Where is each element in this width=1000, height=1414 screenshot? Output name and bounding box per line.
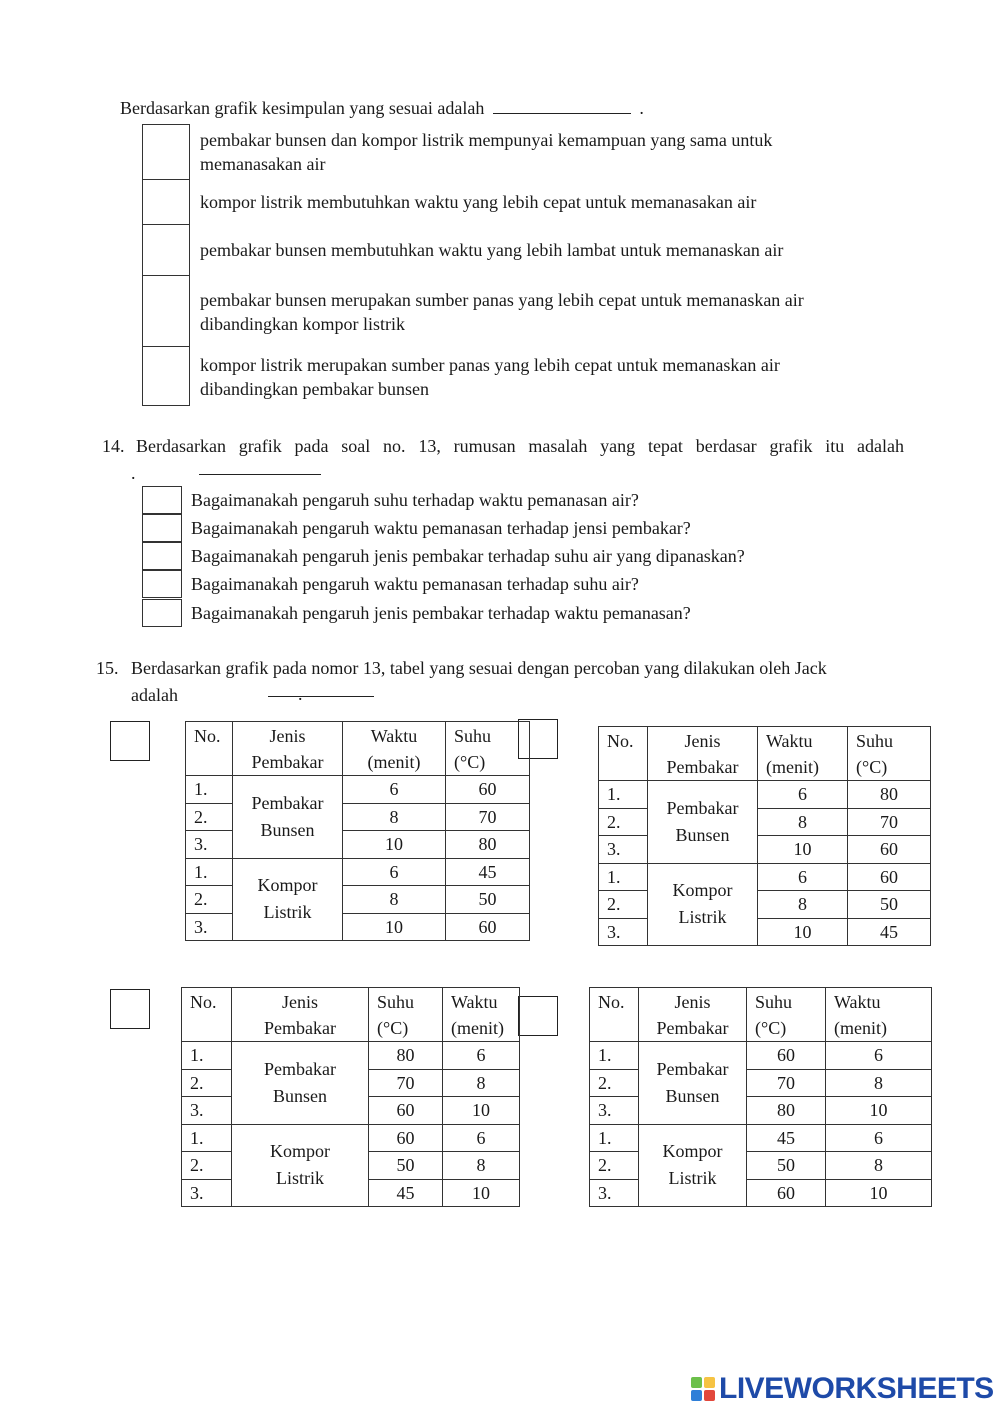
cell-group-bunsen: Pembakar Bunsen xyxy=(232,1042,369,1125)
cell-value-2: 8 xyxy=(443,1152,520,1180)
q13-option-3: pembakar bunsen membutuhkan waktu yang lebih lambat untuk memanaskan air xyxy=(200,240,784,260)
q15-table-b xyxy=(598,726,931,946)
cell-no: 2. xyxy=(590,1069,639,1097)
cell-value-1: 8 xyxy=(343,803,446,831)
q13-option-2-checkbox[interactable] xyxy=(142,179,190,225)
cell-no: 3. xyxy=(599,836,648,864)
cell-value-2: 80 xyxy=(848,781,931,809)
cell-no: 1. xyxy=(590,1042,639,1070)
cell-group-bunsen: Pembakar Bunsen xyxy=(648,781,758,864)
cell-no: 1. xyxy=(599,863,648,891)
q13-option-5 xyxy=(200,353,900,401)
header-suhu: Suhu (°C) xyxy=(747,988,826,1042)
table-row xyxy=(590,1124,932,1152)
q13-option-2: kompor listrik membutuhkan waktu yang lebih cepat untuk memanasakan air xyxy=(200,192,757,212)
q14-dot: . xyxy=(131,463,136,483)
cell-no: 3. xyxy=(590,1179,639,1207)
cell-value-2: 8 xyxy=(443,1069,520,1097)
cell-no: 3. xyxy=(590,1097,639,1125)
cell-value-1: 8 xyxy=(758,891,848,919)
header-waktu: Waktu (menit) xyxy=(343,722,446,776)
q14-number: 14. xyxy=(102,436,125,456)
cell-value-1: 80 xyxy=(747,1097,826,1125)
cell-value-2: 50 xyxy=(848,891,931,919)
cell-no: 1. xyxy=(182,1042,232,1070)
q14-option-1: Bagaimanakah pengaruh suhu terhadap waktu pemanasan air? xyxy=(191,490,639,510)
q13-option-3-checkbox[interactable] xyxy=(142,224,190,276)
cell-value-2: 10 xyxy=(443,1097,520,1125)
cell-value-1: 10 xyxy=(343,831,446,859)
cell-no: 3. xyxy=(182,1097,232,1125)
liveworksheets-logo xyxy=(691,1372,994,1406)
cell-no: 1. xyxy=(182,1124,232,1152)
cell-value-1: 50 xyxy=(369,1152,443,1180)
cell-no: 1. xyxy=(186,858,233,886)
cell-value-1: 6 xyxy=(343,776,446,804)
cell-no: 3. xyxy=(186,913,233,941)
q14-option-5: Bagaimanakah pengaruh jenis pembakar terhadap waktu pemanasan? xyxy=(191,603,691,623)
q13-option-5-line1: kompor listrik merupakan sumber panas yang lebih cepat untuk memanaskan air xyxy=(200,355,780,375)
table-row xyxy=(599,863,931,891)
cell-no: 2. xyxy=(186,886,233,914)
q14-option-4: Bagaimanakah pengaruh waktu pemanasan terhadap suhu air? xyxy=(191,574,639,594)
table-header-row xyxy=(599,727,931,781)
table-row xyxy=(590,1042,932,1070)
cell-no: 2. xyxy=(182,1152,232,1180)
cell-value-2: 60 xyxy=(446,913,530,941)
cell-group-kompor: Kompor Listrik xyxy=(648,863,758,946)
q13-prompt-end: . xyxy=(639,98,644,118)
q13-answer-blank[interactable] xyxy=(493,113,631,114)
cell-value-1: 60 xyxy=(747,1179,826,1207)
cell-no: 2. xyxy=(186,803,233,831)
header-waktu: Waktu (menit) xyxy=(826,988,932,1042)
q14-option-3: Bagaimanakah pengaruh jenis pembakar terhadap suhu air yang dipanaskan? xyxy=(191,546,745,566)
cell-no: 2. xyxy=(182,1069,232,1097)
table-row xyxy=(186,858,530,886)
q13-prompt-line xyxy=(120,97,644,119)
q15-option-d-checkbox[interactable] xyxy=(518,996,558,1036)
q14-option-5-checkbox[interactable] xyxy=(142,599,182,627)
cell-value-2: 60 xyxy=(848,863,931,891)
cell-value-2: 70 xyxy=(848,808,931,836)
q15-option-a-checkbox[interactable] xyxy=(110,721,150,761)
cell-value-1: 6 xyxy=(758,863,848,891)
cell-value-2: 6 xyxy=(443,1042,520,1070)
cell-value-1: 70 xyxy=(747,1069,826,1097)
cell-value-2: 6 xyxy=(826,1042,932,1070)
q13-option-4-line2: dibandingkan kompor listrik xyxy=(200,314,405,334)
cell-value-2: 6 xyxy=(443,1124,520,1152)
cell-value-2: 70 xyxy=(446,803,530,831)
header-no: No. xyxy=(590,988,639,1042)
q13-prompt: Berdasarkan grafik kesimpulan yang sesuai adalah xyxy=(120,98,485,118)
q13-option-4-checkbox[interactable] xyxy=(142,275,190,347)
table-header-row xyxy=(590,988,932,1042)
q13-option-1 xyxy=(200,128,900,176)
cell-value-2: 80 xyxy=(446,831,530,859)
q15-prompt: Berdasarkan grafik pada nomor 13, tabel yang sesuai dengan percoban yang dilakukan oleh Jack xyxy=(131,658,827,678)
header-jenis-pembakar: Jenis Pembakar xyxy=(233,722,343,776)
cell-value-1: 60 xyxy=(369,1124,443,1152)
table-row xyxy=(599,781,931,809)
header-suhu: Suhu (°C) xyxy=(446,722,530,776)
header-jenis-pembakar: Jenis Pembakar xyxy=(648,727,758,781)
q15-prompt-line2: adalah xyxy=(131,685,178,705)
cell-value-1: 10 xyxy=(343,913,446,941)
header-waktu: Waktu (menit) xyxy=(758,727,848,781)
q13-option-1-line1: pembakar bunsen dan kompor listrik mempunyai kemampuan yang sama untuk xyxy=(200,130,773,150)
cell-no: 3. xyxy=(186,831,233,859)
cell-value-1: 10 xyxy=(758,836,848,864)
cell-group-bunsen: Pembakar Bunsen xyxy=(233,776,343,859)
cell-value-1: 60 xyxy=(747,1042,826,1070)
table-row xyxy=(186,776,530,804)
cell-value-2: 8 xyxy=(826,1069,932,1097)
cell-group-bunsen: Pembakar Bunsen xyxy=(639,1042,747,1125)
cell-value-1: 60 xyxy=(369,1097,443,1125)
cell-group-kompor: Kompor Listrik xyxy=(639,1124,747,1207)
header-no: No. xyxy=(599,727,648,781)
q13-option-5-checkbox[interactable] xyxy=(142,346,190,406)
header-suhu: Suhu (°C) xyxy=(848,727,931,781)
cell-no: 1. xyxy=(590,1124,639,1152)
cell-no: 1. xyxy=(186,776,233,804)
cell-value-2: 50 xyxy=(446,886,530,914)
header-no: No. xyxy=(186,722,233,776)
cell-value-2: 60 xyxy=(446,776,530,804)
cell-no: 2. xyxy=(599,891,648,919)
cell-value-2: 6 xyxy=(826,1124,932,1152)
header-jenis-pembakar: Jenis Pembakar xyxy=(232,988,369,1042)
q14-option-2: Bagaimanakah pengaruh waktu pemanasan terhadap jensi pembakar? xyxy=(191,518,691,538)
header-suhu: Suhu (°C) xyxy=(369,988,443,1042)
q13-option-4 xyxy=(200,288,900,336)
q13-option-1-checkbox[interactable] xyxy=(142,124,190,180)
table-header-row xyxy=(182,988,520,1042)
q15-dot: . xyxy=(298,684,303,704)
q14-answer-blank[interactable] xyxy=(199,460,321,475)
cell-value-2: 10 xyxy=(826,1179,932,1207)
header-waktu: Waktu (menit) xyxy=(443,988,520,1042)
cell-value-2: 45 xyxy=(446,858,530,886)
q13-option-4-line1: pembakar bunsen merupakan sumber panas yang lebih cepat untuk memanaskan air xyxy=(200,290,804,310)
header-no: No. xyxy=(182,988,232,1042)
cell-value-1: 6 xyxy=(343,858,446,886)
cell-value-1: 8 xyxy=(343,886,446,914)
cell-value-2: 10 xyxy=(826,1097,932,1125)
cell-no: 3. xyxy=(182,1179,232,1207)
q14-option-1-checkbox[interactable] xyxy=(142,486,182,514)
cell-group-kompor: Kompor Listrik xyxy=(233,858,343,941)
table-row xyxy=(182,1042,520,1070)
cell-no: 1. xyxy=(599,781,648,809)
cell-value-1: 10 xyxy=(758,918,848,946)
q14-option-3-checkbox[interactable] xyxy=(142,542,182,570)
q13-option-5-line2: dibandingkan pembakar bunsen xyxy=(200,379,429,399)
table-header-row xyxy=(186,722,530,776)
cell-value-1: 80 xyxy=(369,1042,443,1070)
q14-option-4-checkbox[interactable] xyxy=(142,570,182,598)
cell-value-2: 8 xyxy=(826,1152,932,1180)
q15-option-c-checkbox[interactable] xyxy=(110,989,150,1029)
q14-prompt: Berdasarkan grafik pada soal no. 13, rumusan masalah yang tepat berdasar grafik itu adalah xyxy=(136,436,904,456)
cell-no: 2. xyxy=(599,808,648,836)
q15-number: 15. xyxy=(96,658,119,678)
q13-option-1-line2: memanasakan air xyxy=(200,154,326,174)
q15-table-a xyxy=(185,721,530,941)
cell-value-1: 6 xyxy=(758,781,848,809)
cell-value-1: 50 xyxy=(747,1152,826,1180)
cell-value-1: 45 xyxy=(369,1179,443,1207)
cell-value-1: 70 xyxy=(369,1069,443,1097)
table-row xyxy=(182,1124,520,1152)
brand-name: LIVEWORKSHEETS xyxy=(719,1372,994,1405)
q15-table-c xyxy=(181,987,520,1207)
liveworksheets-logo-icon xyxy=(691,1377,715,1401)
cell-value-2: 60 xyxy=(848,836,931,864)
header-jenis-pembakar: Jenis Pembakar xyxy=(639,988,747,1042)
q15-answer-blank[interactable] xyxy=(268,682,374,697)
cell-no: 2. xyxy=(590,1152,639,1180)
cell-value-1: 8 xyxy=(758,808,848,836)
q15-table-d xyxy=(589,987,932,1207)
cell-value-2: 45 xyxy=(848,918,931,946)
cell-value-2: 10 xyxy=(443,1179,520,1207)
cell-no: 3. xyxy=(599,918,648,946)
cell-group-kompor: Kompor Listrik xyxy=(232,1124,369,1207)
cell-value-1: 45 xyxy=(747,1124,826,1152)
q14-option-2-checkbox[interactable] xyxy=(142,514,182,542)
